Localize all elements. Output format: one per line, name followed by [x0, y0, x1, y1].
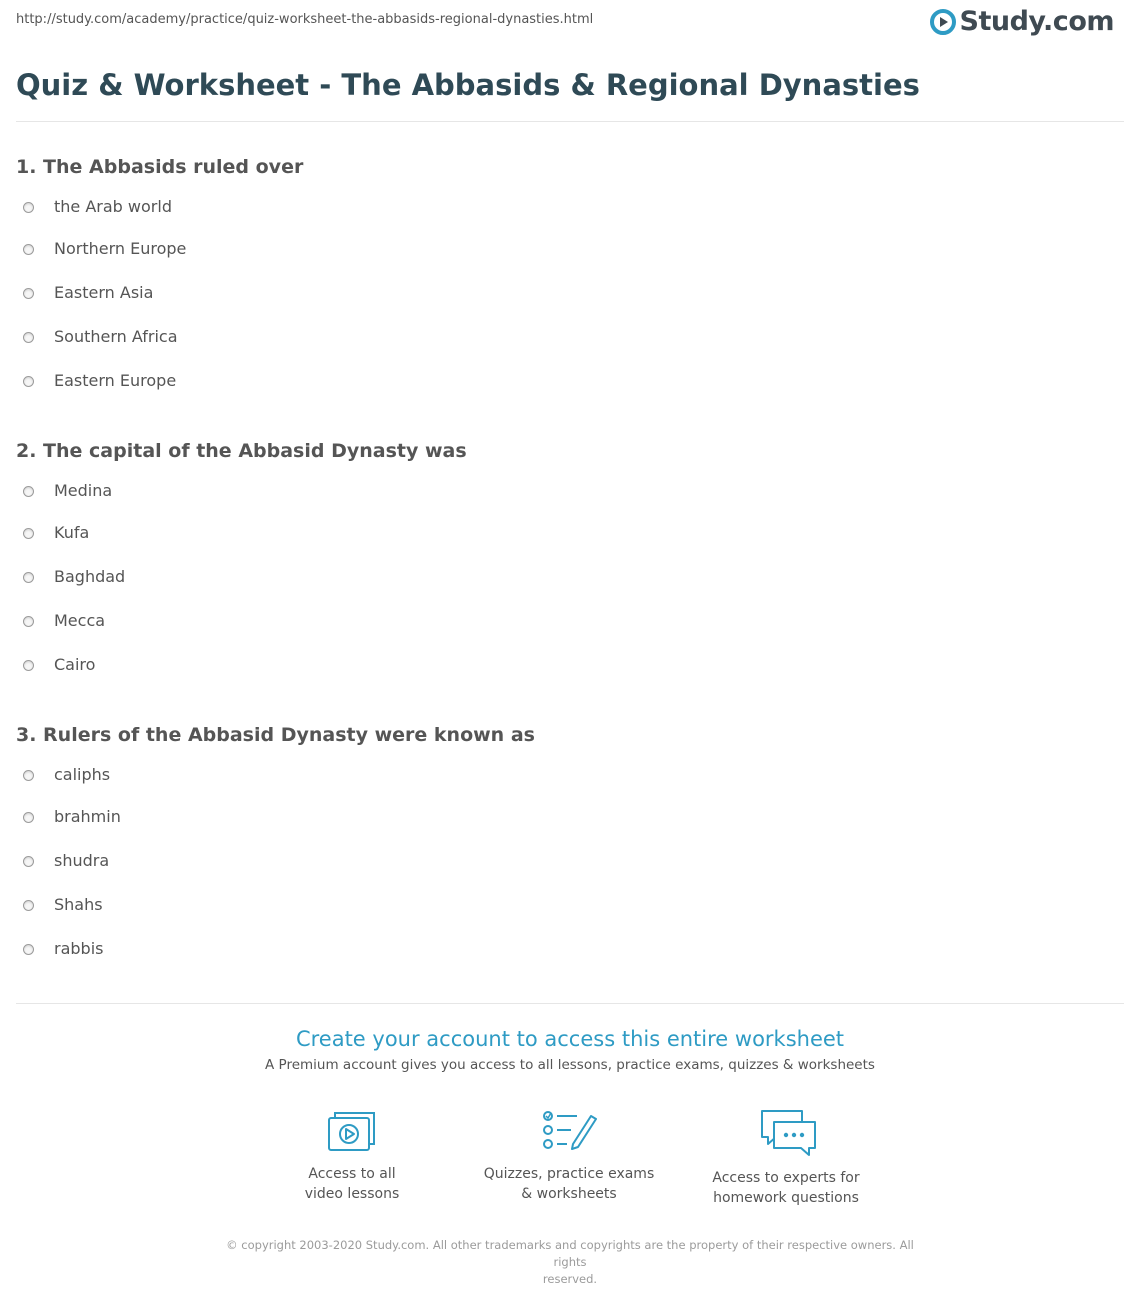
option-label: Shahs: [54, 895, 103, 914]
radio-button[interactable]: [23, 900, 34, 911]
answer-option[interactable]: [16, 883, 535, 927]
radio-button[interactable]: [23, 856, 34, 867]
answer-option[interactable]: [16, 315, 303, 359]
option-label: Eastern Asia: [54, 283, 154, 302]
answer-option[interactable]: [16, 511, 467, 555]
radio-button[interactable]: [23, 486, 34, 497]
question-title: 2. The capital of the Abbasid Dynasty was: [16, 440, 467, 462]
answer-options: [16, 765, 535, 971]
answer-option[interactable]: [16, 839, 535, 883]
page-url: http://study.com/academy/practice/quiz-worksheet-the-abbasids-regional-dynasties.html: [16, 12, 594, 27]
option-label: Mecca: [54, 611, 106, 630]
radio-button[interactable]: [23, 244, 34, 255]
question-2: [16, 439, 467, 687]
quiz-checklist-icon: [541, 1108, 597, 1154]
radio-button[interactable]: [23, 616, 34, 627]
video-lessons-icon: [326, 1108, 378, 1154]
answer-option[interactable]: [16, 795, 535, 839]
radio-button[interactable]: [23, 202, 34, 213]
create-account-link[interactable]: Create your account to access this entire worksheet: [295, 1027, 845, 1051]
feature-label-line: & worksheets: [521, 1186, 617, 1202]
radio-button[interactable]: [23, 770, 34, 781]
radio-button[interactable]: [23, 288, 34, 299]
feature-label: [252, 1164, 452, 1204]
option-label: the Arab world: [54, 197, 172, 216]
feature-label-line: Access to experts for: [712, 1170, 860, 1186]
option-label: brahmin: [54, 807, 121, 826]
radio-button[interactable]: [23, 812, 34, 823]
option-label: shudra: [54, 851, 110, 870]
option-label: Baghdad: [54, 567, 126, 586]
option-label: Cairo: [54, 655, 96, 674]
answer-options: [16, 481, 467, 687]
premium-description: A Premium account gives you access to all lessons, practice exams, quizzes & worksheets: [265, 1057, 875, 1073]
answer-option[interactable]: [16, 227, 303, 271]
divider: [16, 1003, 1124, 1004]
answer-option[interactable]: [16, 197, 303, 227]
question-title: 1. The Abbasids ruled over: [16, 156, 304, 178]
feature-label: [469, 1164, 669, 1204]
radio-button[interactable]: [23, 528, 34, 539]
radio-button[interactable]: [23, 572, 34, 583]
option-label: Kufa: [54, 523, 90, 542]
feature-quizzes: [469, 1108, 669, 1204]
feature-experts: [686, 1108, 886, 1208]
answer-option[interactable]: [16, 643, 467, 687]
answer-option[interactable]: [16, 927, 535, 971]
answer-option[interactable]: [16, 359, 303, 403]
copyright-line: reserved.: [542, 1272, 598, 1286]
option-label: rabbis: [54, 939, 104, 958]
option-label: Medina: [54, 481, 113, 500]
option-label: caliphs: [54, 765, 111, 784]
play-circle-icon: [930, 9, 956, 35]
option-label: Eastern Europe: [54, 371, 177, 390]
feature-label-line: homework questions: [713, 1190, 859, 1206]
question-1: [16, 155, 303, 403]
question-3: [16, 723, 535, 971]
radio-button[interactable]: [23, 660, 34, 671]
study-logo[interactable]: [930, 6, 1114, 37]
answer-option[interactable]: [16, 555, 467, 599]
answer-option[interactable]: [16, 481, 467, 511]
copyright-notice: [215, 1237, 925, 1288]
radio-button[interactable]: [23, 376, 34, 387]
option-label: Northern Europe: [54, 239, 187, 258]
option-label: Southern Africa: [54, 327, 178, 346]
answer-option[interactable]: [16, 765, 535, 795]
chat-bubbles-icon: [754, 1108, 818, 1158]
radio-button[interactable]: [23, 944, 34, 955]
feature-label-line: Access to all: [308, 1166, 396, 1182]
feature-label-line: video lessons: [304, 1186, 400, 1202]
divider: [16, 121, 1124, 122]
page-title: Quiz & Worksheet - The Abbasids & Regional Dynasties: [16, 68, 920, 102]
feature-label: [686, 1168, 886, 1208]
radio-button[interactable]: [23, 332, 34, 343]
question-title: 3. Rulers of the Abbasid Dynasty were known as: [16, 724, 535, 746]
logo-text: Study.com: [959, 6, 1114, 37]
answer-option[interactable]: [16, 599, 467, 643]
feature-video-lessons: [252, 1108, 452, 1204]
feature-label-line: Quizzes, practice exams: [483, 1166, 655, 1182]
answer-options: [16, 197, 303, 403]
answer-option[interactable]: [16, 271, 303, 315]
copyright-line: © copyright 2003-2020 Study.com. All other trademarks and copyrights are the property of their respective owners. All rights: [226, 1238, 914, 1269]
